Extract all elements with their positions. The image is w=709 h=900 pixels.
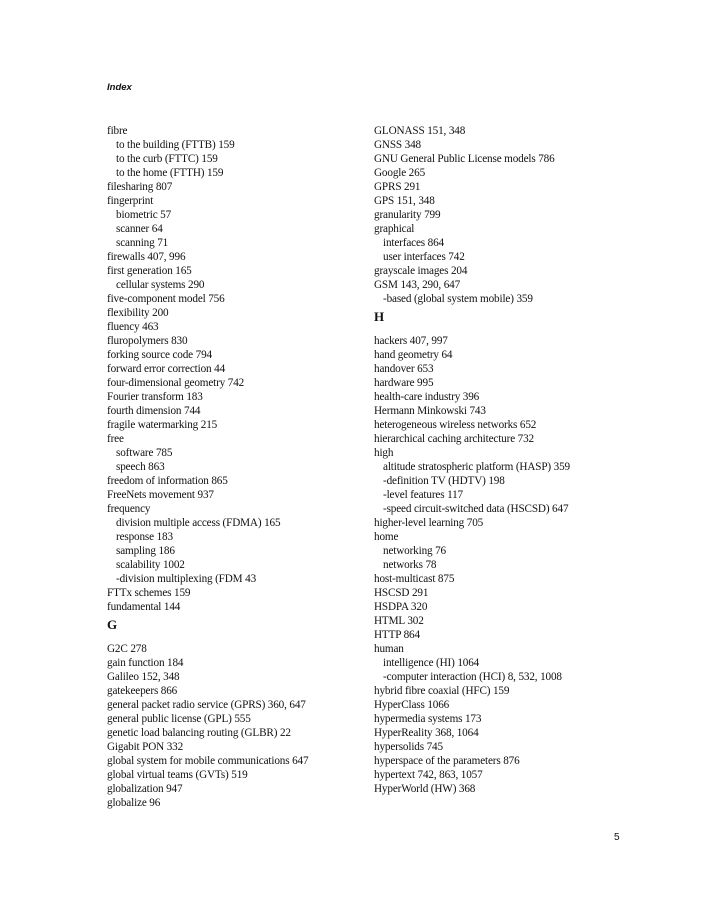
- section-letter-heading: H: [374, 309, 385, 324]
- index-entry: globalize 96: [107, 797, 161, 809]
- index-entry: forward error correction 44: [107, 363, 226, 375]
- index-entry: first generation 165: [107, 265, 192, 277]
- index-subentry: -definition TV (HDTV) 198: [383, 475, 505, 487]
- section-letter-heading: G: [107, 617, 118, 632]
- index-subentry: biometric 57: [116, 209, 172, 221]
- index-entry: fingerprint: [107, 195, 154, 207]
- index-entry: Google 265: [374, 167, 426, 179]
- running-header: Index: [107, 82, 132, 93]
- index-entry: G2C 278: [107, 643, 147, 655]
- index-entry: fragile watermarking 215: [107, 419, 218, 431]
- index-subentry: sampling 186: [116, 545, 175, 557]
- index-entry: fourth dimension 744: [107, 405, 201, 417]
- index-entry: hyperspace of the parameters 876: [374, 755, 520, 767]
- index-entry: genetic load balancing routing (GLBR) 22: [107, 727, 291, 739]
- index-entry: freedom of information 865: [107, 475, 228, 487]
- index-entry: host-multicast 875: [374, 573, 455, 585]
- index-entry: forking source code 794: [107, 349, 212, 361]
- index-subentry: -division multiplexing (FDM 43: [116, 573, 257, 585]
- index-subentry: networks 78: [383, 559, 437, 571]
- index-entry: GPS 151, 348: [374, 195, 435, 207]
- index-entry: FTTx schemes 159: [107, 587, 191, 599]
- index-subentry: altitude stratospheric platform (HASP) 359: [383, 461, 570, 473]
- index-entry: hand geometry 64: [374, 349, 453, 361]
- index-subentry: to the home (FTTH) 159: [116, 167, 224, 179]
- index-entry: heterogeneous wireless networks 652: [374, 419, 537, 431]
- index-subentry: cellular systems 290: [116, 279, 205, 291]
- index-entry: Gigabit PON 332: [107, 741, 184, 753]
- index-subentry: interfaces 864: [383, 237, 444, 249]
- index-entry: FreeNets movement 937: [107, 489, 214, 501]
- index-entry: fluropolymers 830: [107, 335, 188, 347]
- index-entry: handover 653: [374, 363, 434, 375]
- index-subentry: intelligence (HI) 1064: [383, 657, 480, 669]
- index-entry: GPRS 291: [374, 181, 421, 193]
- index-entry: grayscale images 204: [374, 265, 468, 277]
- index-entry: filesharing 807: [107, 181, 173, 193]
- index-entry: health-care industry 396: [374, 391, 480, 403]
- index-entry: GNU General Public License models 786: [374, 153, 555, 165]
- index-entry: human: [374, 643, 404, 655]
- index-entry: higher-level learning 705: [374, 517, 484, 529]
- index-entry: fundamental 144: [107, 601, 181, 613]
- index-subentry: software 785: [116, 447, 173, 459]
- index-entry: GNSS 348: [374, 139, 421, 151]
- index-column-left: [107, 124, 407, 810]
- index-entry: gain function 184: [107, 657, 184, 669]
- index-entry: gatekeepers 866: [107, 685, 178, 697]
- index-entry: HSDPA 320: [374, 601, 428, 613]
- index-subentry: networking 76: [383, 545, 446, 557]
- index-entry: fluency 463: [107, 321, 159, 333]
- index-entry: graphical: [374, 223, 415, 235]
- index-entry: globalization 947: [107, 783, 183, 795]
- index-entry: hypersolids 745: [374, 741, 443, 753]
- index-entry: hierarchical caching architecture 732: [374, 433, 534, 445]
- index-entry: firewalls 407, 996: [107, 251, 186, 263]
- index-entry: five-component model 756: [107, 293, 225, 305]
- index-entry: four-dimensional geometry 742: [107, 377, 245, 389]
- index-subentry: user interfaces 742: [383, 251, 465, 263]
- index-subentry: to the building (FTTB) 159: [116, 139, 235, 151]
- index-subentry: -speed circuit-switched data (HSCSD) 647: [383, 503, 569, 515]
- index-subentry: -computer interaction (HCI) 8, 532, 1008: [383, 671, 562, 683]
- index-entry: hardware 995: [374, 377, 434, 389]
- index-subentry: speech 863: [116, 461, 165, 473]
- index-subentry: scanning 71: [116, 237, 169, 249]
- index-entry: global system for mobile communications 647: [107, 755, 309, 767]
- index-subentry: response 183: [116, 531, 173, 543]
- index-entry: high: [374, 447, 394, 459]
- index-entry: hypertext 742, 863, 1057: [374, 769, 483, 781]
- index-subentry: -level features 117: [383, 489, 463, 501]
- index-entry: granularity 799: [374, 209, 441, 221]
- index-entry: HTTP 864: [374, 629, 420, 641]
- index-entry: Galileo 152, 348: [107, 671, 180, 683]
- index-subentry: division multiple access (FDMA) 165: [116, 517, 281, 529]
- index-entry: home: [374, 531, 399, 543]
- index-entry: hypermedia systems 173: [374, 713, 482, 725]
- index-subentry: to the curb (FTTC) 159: [116, 153, 218, 165]
- index-entry: HyperReality 368, 1064: [374, 727, 479, 739]
- index-entry: frequency: [107, 503, 151, 515]
- index-entry: flexibility 200: [107, 307, 169, 319]
- index-entry: HyperWorld (HW) 368: [374, 783, 476, 795]
- index-entry: global virtual teams (GVTs) 519: [107, 769, 248, 781]
- index-entry: HSCSD 291: [374, 587, 429, 599]
- index-entry: GSM 143, 290, 647: [374, 279, 461, 291]
- index-subentry: scalability 1002: [116, 559, 185, 571]
- index-entry: HTML 302: [374, 615, 424, 627]
- page-number: 5: [614, 832, 620, 843]
- index-column-right: [374, 124, 674, 796]
- index-entry: Fourier transform 183: [107, 391, 203, 403]
- index-entry: free: [107, 433, 124, 445]
- index-subentry: scanner 64: [116, 223, 163, 235]
- index-entry: general public license (GPL) 555: [107, 713, 251, 725]
- index-entry: HyperClass 1066: [374, 699, 450, 711]
- index-subentry: -based (global system mobile) 359: [383, 293, 533, 305]
- index-entry: fibre: [107, 125, 128, 137]
- index-entry: hackers 407, 997: [374, 335, 448, 347]
- index-entry: Hermann Minkowski 743: [374, 405, 486, 417]
- index-entry: general packet radio service (GPRS) 360, 647: [107, 699, 306, 711]
- index-entry: GLONASS 151, 348: [374, 125, 466, 137]
- index-entry: hybrid fibre coaxial (HFC) 159: [374, 685, 510, 697]
